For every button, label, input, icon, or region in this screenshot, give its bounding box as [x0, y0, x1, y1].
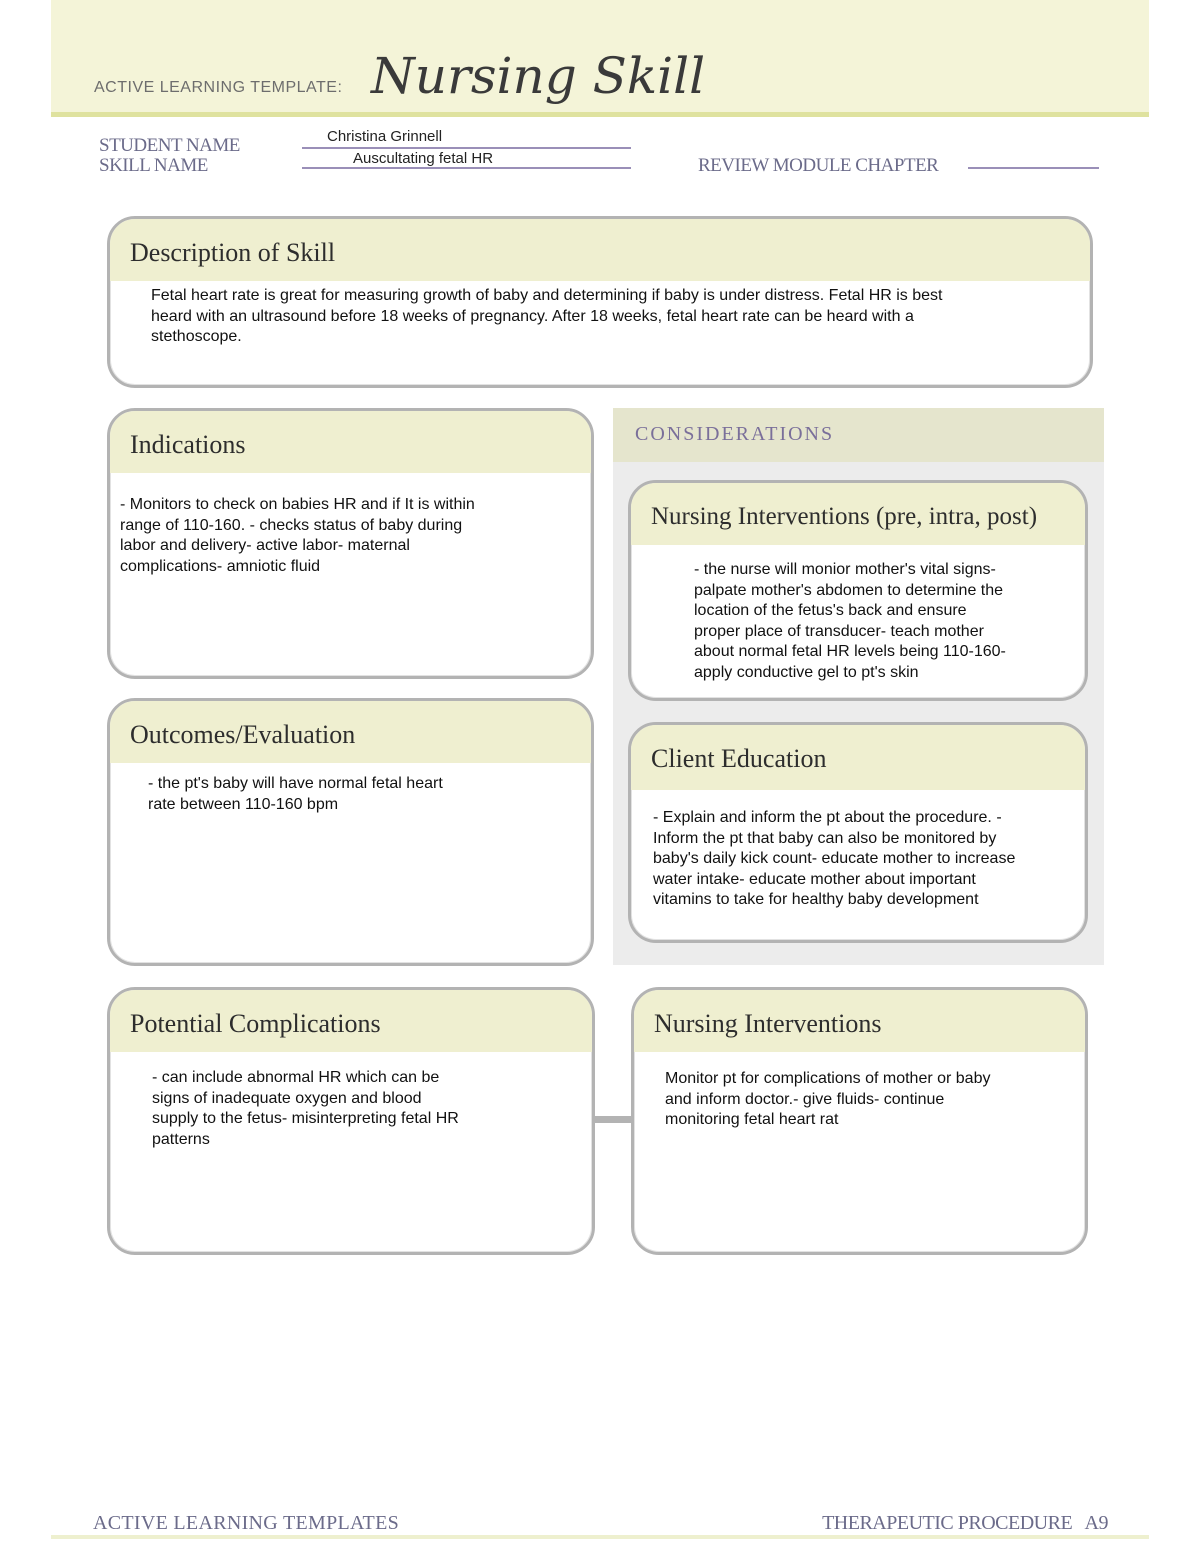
considerations-title: CONSIDERATIONS [635, 423, 835, 445]
outcomes-box [107, 698, 594, 966]
client-education-title: Client Education [631, 725, 1085, 790]
header-divider [51, 112, 1149, 117]
footer-right: THERAPEUTIC PROCEDURE A9 [822, 1512, 1108, 1534]
indications-box [107, 408, 594, 679]
template-label: ACTIVE LEARNING TEMPLATE: [94, 79, 343, 96]
description-title: Description of Skill [110, 219, 1090, 281]
nursing-interventions-ppp-title: Nursing Interventions (pre, intra, post) [631, 483, 1085, 545]
nursing-interventions-title: Nursing Interventions [634, 990, 1085, 1052]
template-title: Nursing Skill [371, 47, 706, 105]
complications-text[interactable]: - can include abnormal HR which can be signs of inadequate oxygen and blood supply to the fetus- misinterpreting fetal HR patterns [152, 1069, 459, 1148]
complications-box [107, 987, 595, 1255]
student-name-label: STUDENT NAME [99, 135, 240, 156]
review-module-label: REVIEW MODULE CHAPTER [698, 155, 939, 176]
client-education-text[interactable]: - Explain and inform the pt about the procedure. - Inform the pt that baby can also be monitored by baby's daily kick count- educate mother to increase water intake- educate mother about important vitamins to take for healthy baby development [653, 809, 1016, 908]
complications-title: Potential Complications [110, 990, 592, 1052]
student-name-underline [302, 147, 631, 149]
nursing-interventions-ppp-text[interactable]: - the nurse will monior mother's vital signs- palpate mother's abdomen to determine the location of the fetus's back and ensure proper place of transducer- teach mother about normal fetal HR levels being 110-160- apply conductive gel to pt's skin [694, 561, 1006, 681]
skill-name-underline [302, 167, 631, 169]
nursing-interventions-text[interactable]: Monitor pt for complications of mother or baby and inform doctor.- give fluids- continue monitoring fetal heart rat [665, 1070, 991, 1128]
indications-text[interactable]: - Monitors to check on babies HR and if It is within range of 110-160. - checks status of baby during labor and delivery- active labor- maternal complications- amniotic fluid [120, 496, 475, 575]
student-name-field[interactable]: Christina Grinnell [327, 128, 443, 145]
nursing-interventions-box [631, 987, 1088, 1255]
footer-left: ACTIVE LEARNING TEMPLATES [93, 1512, 400, 1534]
description-text[interactable]: Fetal heart rate is great for measuring growth of baby and determining if baby is under distress. Fetal HR is best heard with an ultrasound before 18 weeks of pregnancy. After 18 weeks, fetal heart rate can be heard with a stethoscope. [151, 287, 943, 345]
nursing-interventions-ppp-box [628, 480, 1088, 701]
client-education-box [628, 722, 1088, 943]
review-module-underline [968, 167, 1099, 169]
boxes-connector [593, 1116, 633, 1123]
skill-name-label: SKILL NAME [99, 155, 208, 176]
indications-title: Indications [110, 411, 591, 473]
outcomes-title: Outcomes/Evaluation [110, 701, 591, 763]
skill-name-field[interactable]: Auscultating fetal HR [353, 150, 494, 167]
description-box [107, 216, 1093, 388]
outcomes-text[interactable]: - the pt's baby will have normal fetal heart rate between 110-160 bpm [148, 775, 443, 813]
footer-divider [51, 1535, 1149, 1539]
